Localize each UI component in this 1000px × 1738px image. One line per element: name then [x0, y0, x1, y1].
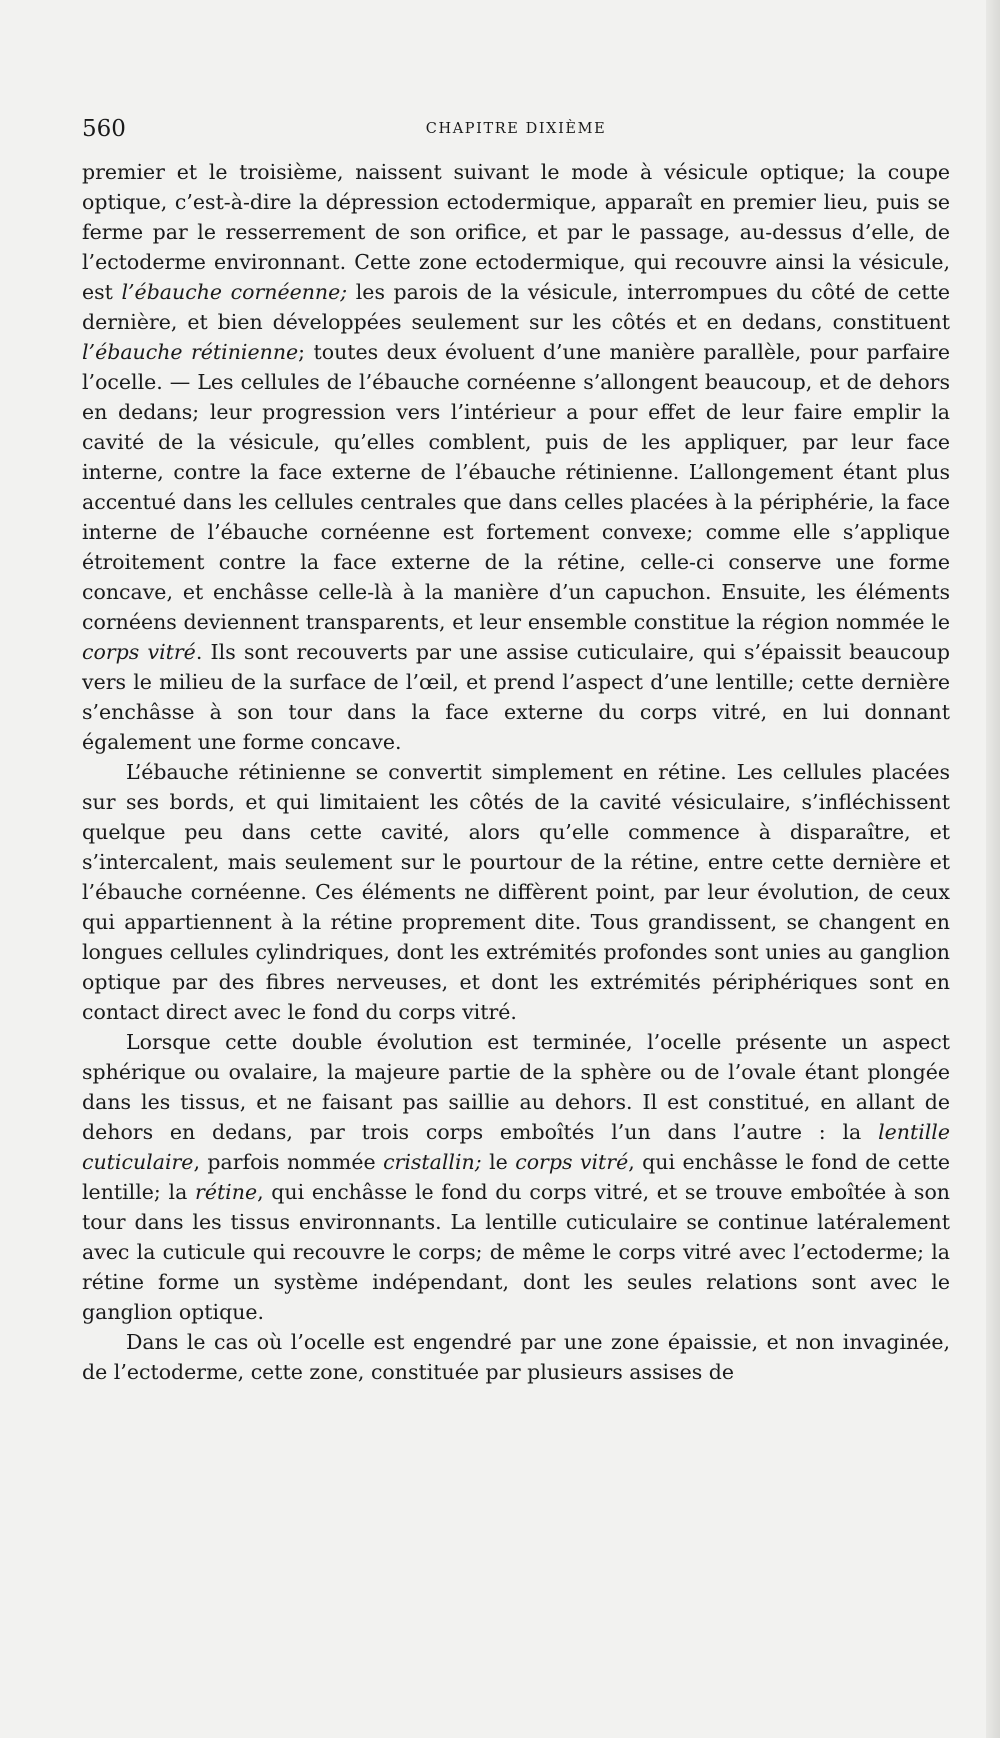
- text-run: , qui enchâsse le fond du corps vitré, et se trouve emboîtée à son tour dans les tissus environnants. La lentille cuticulaire se continue latéralement avec la cuticule qui recouvre le corps; de même le corps vitré avec l’ectoderme; la rétine forme un système indépendant, dont les seules relations sont avec le ganglion optique.: [82, 1180, 950, 1324]
- text-run: . Ils sont recouverts par une assise cuticulaire, qui s’épaissit beaucoup vers le milieu de la surface de l’œil, et prend l’aspect d’une lentille; cette dernière s’enchâsse à son tour dans la face externe du corps vitré, en lui donnant également une forme concave.: [82, 640, 950, 754]
- text-run: Dans le cas où l’ocelle est engendré par une zone épaissie, et non invaginée, de l’ectoderme, cette zone, constituée par plusieurs assises de: [82, 1330, 950, 1384]
- text-run: premier et le troisième, naissent suivant le mode à vésicule optique; la coupe optique, c’est-à-dire la dépression ectodermique, apparaît en premier lieu, puis se ferme par le resserrement de son orifice, et par le passage, au-dessus d’elle, de l’ectoderme environnant. Cette zone ectodermique, qui recouvre ainsi la vésicule, est: [82, 160, 950, 304]
- italic-term: l’ébauche rétinienne: [82, 340, 299, 364]
- paragraph-4: [82, 1327, 950, 1387]
- running-head: [82, 114, 950, 144]
- text-run: , parfois nommée: [193, 1150, 384, 1174]
- text-run: , qui enchâsse le fond de cette lentille; la: [82, 1150, 950, 1204]
- paragraph-1: [82, 157, 950, 757]
- text-run: Lorsque cette double évolution est terminée, l’ocelle présente un aspect sphérique ou ovalaire, la majeure partie de la sphère ou de l’ovale étant plongée dans les tissus, et ne faisant pas saillie au dehors. Il est constitué, en allant de dehors en dedans, par trois corps emboîtés l’un dans l’autre : la: [82, 1030, 950, 1144]
- italic-term: cristallin;: [383, 1150, 482, 1174]
- chapter-title: CHAPITRE DIXIÈME: [425, 121, 607, 137]
- page-number: 560: [82, 116, 126, 142]
- page-edge-shadow: [986, 0, 1000, 1738]
- paragraph-3: [82, 1027, 950, 1327]
- italic-term: lentille cuticulaire: [82, 1120, 950, 1174]
- text-run: les parois de la vésicule, interrompues du côté de cette dernière, et bien développées seulement sur les côtés et en dedans, constituent: [82, 280, 950, 334]
- text-run: le: [481, 1150, 516, 1174]
- italic-term: rétine: [195, 1180, 258, 1204]
- text-run: L’ébauche rétinienne se convertit simplement en rétine. Les cellules placées sur ses bords, et qui limitaient les côtés de la cavité vésiculaire, s’infléchissent quelque peu dans cette cavité, alors qu’elle commence à disparaître, et s’intercalent, mais seulement sur le pourtour de la rétine, entre cette dernière et l’ébauche cornéenne. Ces éléments ne diffèrent point, par leur évolution, de ceux qui appartiennent à la rétine proprement dite. Tous grandissent, se changent en longues cellules cylindriques, dont les extrémités profondes sont unies au ganglion optique par des fibres nerveuses, et dont les extrémités périphériques sont en contact direct avec le fond du corps vitré.: [82, 760, 950, 1024]
- text-run: ; toutes deux évoluent d’une manière parallèle, pour parfaire l’ocelle. — Les cellules de l’ébauche cornéenne s’allongent beaucoup, et de dehors en dedans; leur progression vers l’intérieur a pour effet de leur faire emplir la cavité de la vésicule, qu’elles comblent, puis de les appliquer, par leur face interne, contre la face externe de l’ébauche rétinienne. L’allongement étant plus accentué dans les cellules centrales que dans celles placées à la périphérie, la face interne de l’ébauche cornéenne est fortement convexe; comme elle s’applique étroitement contre la face externe de la rétine, celle-ci conserve une forme concave, et enchâsse celle-là à la manière d’un capuchon. Ensuite, les éléments cornéens deviennent transparents, et leur ensemble constitue la région nommée le: [82, 340, 950, 634]
- body-text: [82, 157, 950, 1387]
- italic-term: l’ébauche cornéenne;: [121, 280, 348, 304]
- paragraph-2: [82, 757, 950, 1027]
- italic-term: corps vitré: [82, 640, 196, 664]
- italic-term: corps vitré: [515, 1150, 629, 1174]
